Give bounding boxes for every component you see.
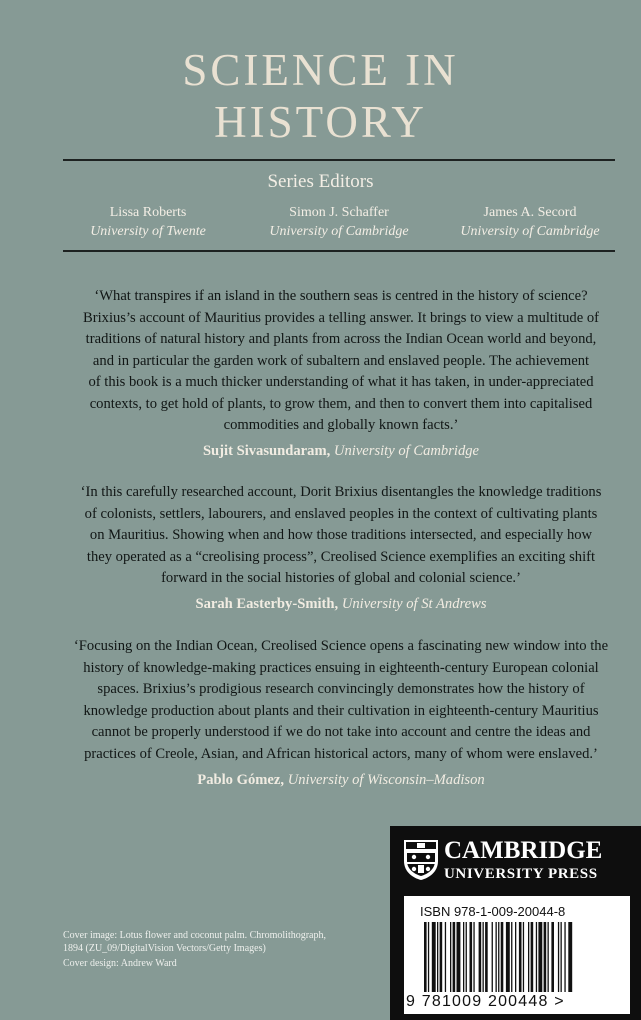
endorsement-2-quote bbox=[60, 482, 622, 590]
barcode-bar bbox=[551, 922, 554, 992]
credit-line: 1894 (ZU_09/DigitalVision Vectors/Getty Images) bbox=[63, 943, 266, 954]
barcode-bar bbox=[466, 922, 467, 992]
series-title-line-2: HISTORY bbox=[214, 97, 427, 147]
endorser-name: Sujit Sivasundaram, bbox=[202, 443, 331, 459]
barcode-bar bbox=[437, 922, 438, 992]
barcode-bar bbox=[528, 922, 529, 992]
quote-line: history of knowledge-making practices ensuing in eighteenth-century European colonial bbox=[83, 659, 599, 676]
barcode-bar bbox=[485, 922, 488, 992]
quote-line: spaces. Brixius’s prodigious research convincingly demonstrates how the history of bbox=[97, 681, 585, 697]
endorsement-1-quote bbox=[60, 286, 622, 437]
editor-1-name: Lissa Roberts bbox=[109, 205, 187, 220]
cover-design-credit: Cover design: Andrew Ward bbox=[63, 958, 177, 969]
quote-line: traditions of natural history and plants from across the Indian Ocean world and beyond, bbox=[85, 331, 597, 347]
barcode-bar bbox=[544, 922, 547, 992]
barcode-bar bbox=[506, 922, 510, 992]
editor-3-name: James A. Secord bbox=[483, 205, 577, 220]
quote-line: practices of Creole, Asian, and African historical actors, many of whom were enslaved.’ bbox=[84, 745, 598, 762]
quote-line: forward in the social histories of global and colonial science.’ bbox=[161, 570, 521, 586]
endorsement-1-attribution bbox=[60, 441, 622, 461]
publisher-name-line-1: CAMBRIDGE bbox=[444, 837, 603, 864]
quote-line: contexts, to get hold of plants, to grow them, and then to convert them into capitalised bbox=[89, 395, 593, 412]
endorser-name: Sarah Easterby-Smith, bbox=[195, 596, 339, 612]
endorser-affiliation: University of Wisconsin–Madison bbox=[287, 772, 485, 788]
cover-image-credit bbox=[63, 929, 373, 955]
top-divider bbox=[63, 159, 615, 161]
bottom-divider bbox=[63, 250, 615, 252]
editor-2 bbox=[239, 203, 439, 241]
barcode-bar bbox=[445, 922, 446, 992]
quote-line: and in particular the garden work of subaltern and enslaved people. The achievement bbox=[92, 352, 590, 369]
quote-line: commodities and globally known facts.’ bbox=[223, 417, 459, 433]
barcode-bar bbox=[473, 922, 474, 992]
editor-1-affiliation: University of Twente bbox=[90, 224, 206, 239]
endorser-affiliation: University of St Andrews bbox=[341, 596, 487, 612]
barcode-bar bbox=[561, 922, 562, 992]
quote-line: Brixius’s account of Mauritius provides a telling answer. It brings to view a multitude of bbox=[83, 309, 599, 326]
barcode-bar bbox=[568, 922, 572, 992]
barcode-bar bbox=[432, 922, 436, 992]
barcode-bar bbox=[515, 922, 516, 992]
barcode-suffix: > bbox=[554, 993, 565, 1010]
quote-line: ‘Focusing on the Indian Ocean, Creolised Science opens a fascinating new window into the bbox=[73, 638, 609, 654]
quote-line: on Mauritius. Showing when and how those traditions intersected, and especially how bbox=[89, 527, 593, 543]
barcode-bar bbox=[501, 922, 504, 992]
editor-2-affiliation: University of Cambridge bbox=[269, 224, 409, 239]
series-title bbox=[0, 44, 641, 148]
editor-3-affiliation: University of Cambridge bbox=[460, 224, 600, 239]
barcode-bar bbox=[470, 922, 473, 992]
series-editors-heading: Series Editors bbox=[267, 171, 374, 192]
barcode-image bbox=[424, 922, 620, 992]
barcode-bar bbox=[457, 922, 461, 992]
barcode-bar bbox=[483, 922, 484, 992]
barcode-bar bbox=[564, 922, 565, 992]
quote-line: cannot be properly understood if we do not take into account and centre the ideas and bbox=[91, 724, 591, 740]
barcode-bar bbox=[496, 922, 497, 992]
barcode-bar bbox=[558, 922, 559, 992]
editor-3 bbox=[430, 203, 630, 241]
barcode-number: 9 781009 200448 bbox=[406, 993, 549, 1010]
barcode-digits bbox=[406, 993, 628, 1011]
barcode-bar bbox=[511, 922, 512, 992]
endorser-affiliation: University of Cambridge bbox=[333, 443, 480, 459]
barcode-bar bbox=[463, 922, 464, 992]
series-title-line-1: SCIENCE IN bbox=[182, 45, 459, 95]
publisher-name-line-2: UNIVERSITY PRESS bbox=[444, 866, 598, 882]
credit-line: Cover image: Lotus flower and coconut palm. Chromolithograph, bbox=[63, 930, 326, 941]
quote-line: knowledge production about plants and their cultivation in eighteenth-century Mauritius bbox=[83, 702, 599, 719]
isbn-label: ISBN 978-1-009-20044-8 bbox=[420, 904, 566, 919]
cambridge-shield-icon bbox=[403, 839, 439, 881]
editor-2-name: Simon J. Schaffer bbox=[289, 205, 389, 220]
barcode-bar bbox=[548, 922, 549, 992]
barcode-bar bbox=[450, 922, 451, 992]
endorsement-2-attribution bbox=[60, 594, 622, 614]
endorsement-3-attribution bbox=[60, 770, 622, 790]
barcode-bar bbox=[523, 922, 524, 992]
barcode-bar bbox=[440, 922, 443, 992]
endorsement-3-quote bbox=[60, 636, 622, 765]
quote-line: of this book is a much thicker understanding of what it has taken, in under-appreciated bbox=[88, 374, 594, 390]
quote-line: ‘What transpires if an island in the southern seas is centred in the history of science? bbox=[94, 288, 588, 304]
barcode-bar bbox=[531, 922, 534, 992]
barcode-bar bbox=[479, 922, 482, 992]
barcode-bar bbox=[498, 922, 499, 992]
endorser-name: Pablo Gómez, bbox=[197, 772, 285, 788]
barcode-bar bbox=[453, 922, 456, 992]
quote-line: ‘In this carefully researched account, Dorit Brixius disentangles the knowledge traditions bbox=[80, 484, 602, 500]
quote-line: of colonists, settlers, labourers, and enslaved peoples in the context of cultivating plants bbox=[84, 505, 598, 522]
barcode-bar bbox=[538, 922, 542, 992]
barcode-bar bbox=[424, 922, 427, 992]
barcode-bar bbox=[519, 922, 522, 992]
barcode-bar bbox=[536, 922, 537, 992]
quote-line: they operated as a “creolising process”, Creolised Science exemplifies an exciting shift bbox=[86, 548, 596, 565]
barcode-bar bbox=[492, 922, 493, 992]
barcode-bar bbox=[428, 922, 429, 992]
editor-1 bbox=[48, 203, 248, 241]
